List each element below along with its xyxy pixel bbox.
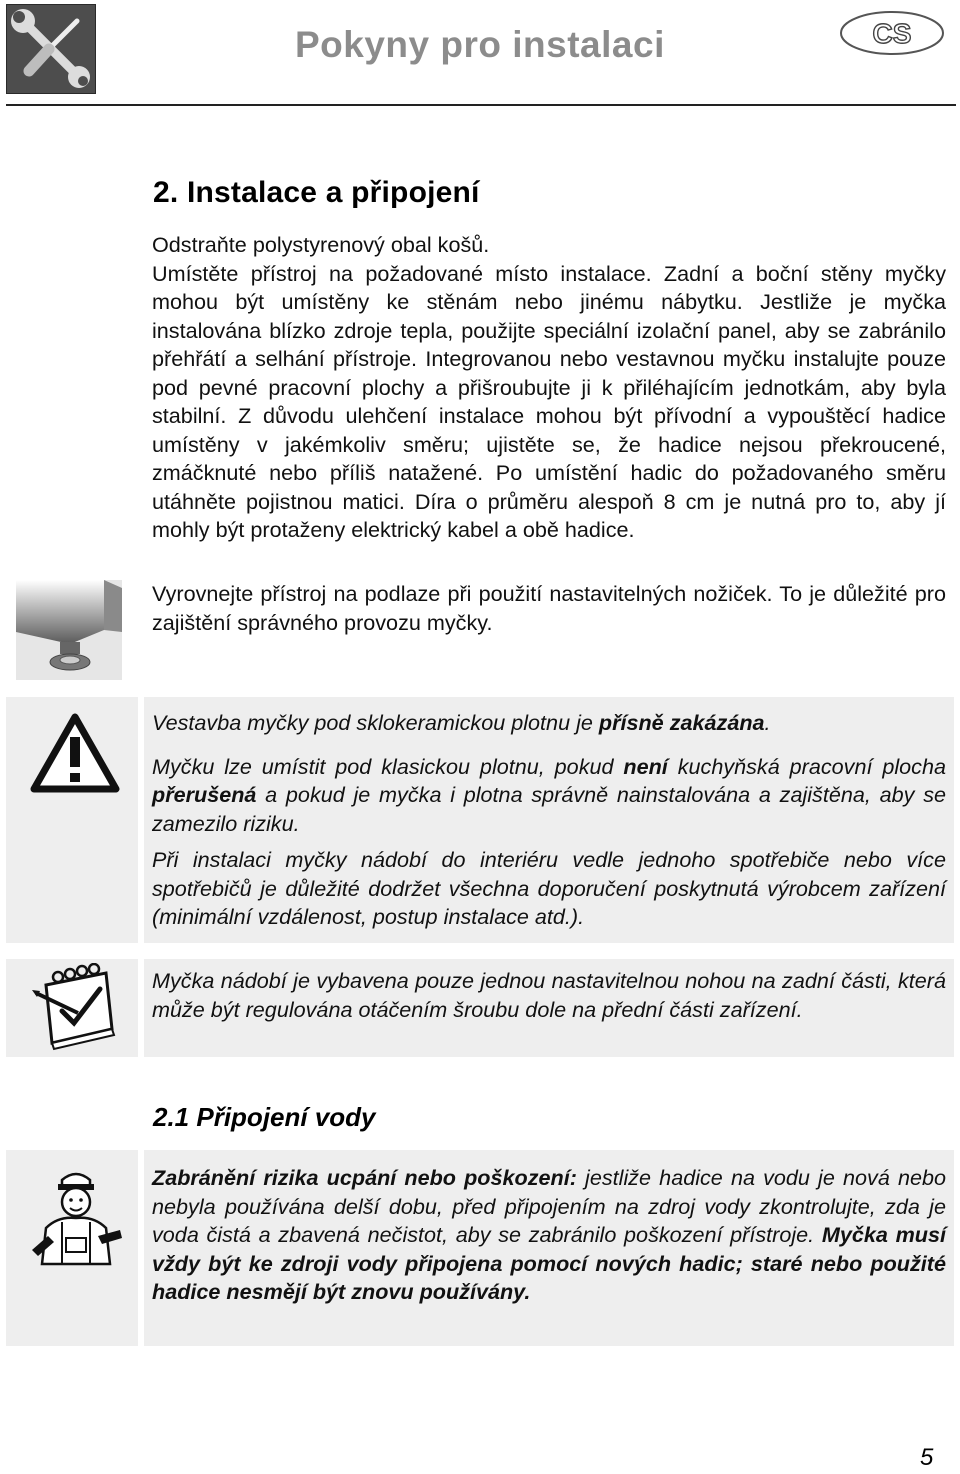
intro-text [152, 231, 946, 545]
warning-icon-panel [6, 697, 138, 943]
page-number: 5 [920, 1444, 934, 1471]
warning-paragraph-2: Myčku lze umístit pod klasickou plotnu, pokud není kuchyňská pracovní plocha přerušená a pokud je myčka i plotna správně nainstalována a zajištěna, aby se zamezilo riziku. [152, 753, 946, 836]
intro-line-1: Odstraňte polystyrenový obal košů. [152, 232, 490, 257]
section-heading: 2. Instalace a připojení [153, 176, 480, 209]
note-paragraph: Myčka nádobí je vybavena pouze jednou nastavitelnou nohou na zadní části, která může být regulována otáčením šroubu dole na přední části zařízení. [152, 968, 946, 1022]
leveling-text [152, 580, 946, 637]
water-connection-text [152, 1164, 946, 1307]
leveling-foot-illustration [16, 580, 122, 680]
note-text [152, 967, 946, 1024]
warning-icon [30, 713, 120, 798]
page-title: Pokyny pro instalaci [295, 24, 665, 65]
water-connection-paragraph: Zabránění rizika ucpání nebo poškození: jestliže hadice na vodu je nová nebo nebyla používána delší dobu, před připojením na zdroj vody zkontrolujte, zda je voda čistá a zbavená nečistot, aby se zabránilo poškození přístroje. Myčka musí vždy být ke zdroji vody připojena pomocí nových hadic; staré nebo použité hadice nesmějí být znovu používány. [152, 1165, 946, 1304]
tools-icon [6, 4, 96, 94]
notepad-check-icon [28, 963, 118, 1058]
header-divider [6, 104, 956, 106]
language-badge [838, 8, 946, 58]
subsection-heading: 2.1 Připojení vody [153, 1102, 376, 1132]
warning-paragraph-3: Při instalaci myčky nádobí do interiéru vedle jednoho spotřebiče nebo více spotřebičů je důležité dodržet všechna doporučení poskytnutá výrobcem zařízení (minimální vzdálenost, postup instalace atd.). [152, 847, 946, 929]
technician-icon-panel [6, 1150, 138, 1346]
warning-text [152, 709, 946, 932]
intro-body: Umístěte přístroj na požadované místo instalace. Zadní a boční stěny myčky mohou být umístěny ke stěnám nebo jinému nábytku. Jestliže je myčka instalována blízko zdroje tepla, použijte speciální izolační panel, aby se zabránilo přehřátí a selhání přístroje. Integrovanou nebo vestavnou myčku instalujte pouze pod pevné pracovní plochy a přišroubujte ji k přiléhajícím jednotkám, aby byla stabilní. Z důvodu ulehčení instalace mohou být přívodní a vypouštěcí hadice umístěny v jakémkoliv směru; ujistěte se, že hadice nejsou překroucené, zmáčknuté nebo příliš natažené. Po umístění hadic do požadovaného směru utáhněte pojistnou matici. Díra o průměru alespoň 8 cm je nutná pro to, aby jí mohly být protaženy elektrický kabel a obě hadice. [152, 260, 946, 542]
language-badge-label: CS [872, 18, 912, 49]
technician-icon [28, 1166, 124, 1271]
warning-line-1: Vestavba myčky pod sklokeramickou plotnu je přísně zakázána. [152, 710, 771, 735]
leveling-paragraph: Vyrovnejte přístroj na podlaze při použití nastavitelných nožiček. To je důležité pro zajištění správného provozu myčky. [152, 581, 946, 635]
note-icon-panel [6, 959, 138, 1057]
